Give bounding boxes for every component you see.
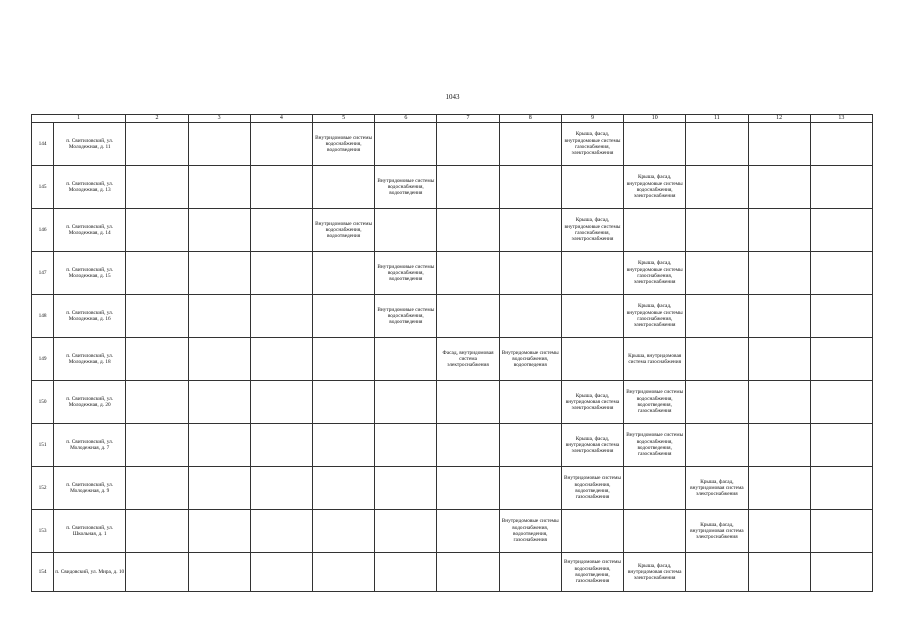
- work-cell-col-6: [375, 467, 437, 510]
- column-header: 10: [624, 115, 686, 123]
- address-cell: п. Свитиловский, ул. Молодежная, д. 11: [54, 123, 126, 166]
- work-cell-col-11: [686, 123, 748, 166]
- work-cell-col-10: [624, 123, 686, 166]
- work-cell-col-4: [250, 510, 312, 553]
- work-cell-col-12: [748, 553, 810, 592]
- table-row: [32, 467, 873, 510]
- work-cell-col-11: [686, 338, 748, 381]
- work-cell-col-6: Внутридомовые системы водоснабжения, водоотведения: [375, 252, 437, 295]
- table-body: [32, 123, 873, 592]
- work-cell-col-5: [312, 338, 374, 381]
- work-cell-col-5: [312, 424, 374, 467]
- table-row: [32, 338, 873, 381]
- table-row: [32, 252, 873, 295]
- work-cell-col-5: [312, 295, 374, 338]
- column-header: 12: [748, 115, 810, 123]
- table-row: [32, 510, 873, 553]
- address-cell: п. Свитиловский, ул. Молодежная, д. 14: [54, 209, 126, 252]
- work-cell-col-13: [810, 553, 872, 592]
- work-cell-col-11: Крыша, фасад, внутридомовая система электроснабжения: [686, 510, 748, 553]
- work-cell-col-11: [686, 252, 748, 295]
- work-cell-col-5: Внутридомовые системы водоснабжения, водоотведения: [312, 209, 374, 252]
- address-cell: п. Свитиловский, ул. Молодежная, д. 7: [54, 424, 126, 467]
- work-cell-col-9: Внутридомовые системы водоснабжения, водоотведения, газоснабжения: [561, 467, 623, 510]
- column-header: 6: [375, 115, 437, 123]
- work-cell-col-5: [312, 252, 374, 295]
- work-cell-col-5: [312, 510, 374, 553]
- work-cell-col-8: [499, 295, 561, 338]
- work-cell-col-12: [748, 510, 810, 553]
- work-cell-col-4: [250, 553, 312, 592]
- work-cell-col-9: Внутридомовые системы водоснабжения, водоотведения, газоснабжения: [561, 553, 623, 592]
- work-cell-col-12: [748, 338, 810, 381]
- row-number: 148: [32, 295, 54, 338]
- work-cell-col-4: [250, 123, 312, 166]
- work-cell-col-2: [126, 381, 188, 424]
- address-cell: п. Свитиловский, ул. Молодежная, д. 13: [54, 166, 126, 209]
- work-cell-col-2: [126, 166, 188, 209]
- address-cell: п. Свитиловский, ул. Молодежная, д. 18: [54, 338, 126, 381]
- work-cell-col-7: [437, 123, 499, 166]
- work-cell-col-9: [561, 338, 623, 381]
- address-cell: п. Свитиловский, ул. Молодежная, д. 15: [54, 252, 126, 295]
- column-header: 9: [561, 115, 623, 123]
- work-cell-col-4: [250, 252, 312, 295]
- table-row: [32, 209, 873, 252]
- address-cell: п. Свитиловский, ул. Школьная, д. 1: [54, 510, 126, 553]
- work-cell-col-8: [499, 166, 561, 209]
- row-number: 153: [32, 510, 54, 553]
- work-cell-col-8: Внутридомовые системы водоснабжения, водоотведения, газоснабжения: [499, 510, 561, 553]
- page-number: 1043: [445, 93, 460, 101]
- work-cell-col-10: Крыша, фасад, внутридомовая система электроснабжения: [624, 553, 686, 592]
- work-cell-col-11: [686, 166, 748, 209]
- work-cell-col-9: Крыша, фасад, внутридомовая система электроснабжения: [561, 381, 623, 424]
- row-number: 150: [32, 381, 54, 424]
- work-cell-col-2: [126, 338, 188, 381]
- work-cell-col-3: [188, 553, 250, 592]
- work-cell-col-13: [810, 338, 872, 381]
- work-cell-col-11: Крыша, фасад, внутридомовая система электроснабжения: [686, 467, 748, 510]
- work-cell-col-6: [375, 424, 437, 467]
- work-cell-col-9: [561, 252, 623, 295]
- work-cell-col-6: [375, 553, 437, 592]
- work-cell-col-10: Внутридомовые системы водоснабжения, водоотведения, газоснабжения: [624, 424, 686, 467]
- work-cell-col-2: [126, 123, 188, 166]
- work-cell-col-3: [188, 424, 250, 467]
- work-cell-col-13: [810, 166, 872, 209]
- column-header: 7: [437, 115, 499, 123]
- work-cell-col-11: [686, 295, 748, 338]
- work-cell-col-7: [437, 553, 499, 592]
- address-cell: п. Свитиловский, ул. Молодежная, д. 9: [54, 467, 126, 510]
- schedule-table: [31, 114, 873, 592]
- work-cell-col-9: Крыша, фасад, внутридомовые системы газоснабжения, электроснабжения: [561, 209, 623, 252]
- work-cell-col-2: [126, 209, 188, 252]
- work-cell-col-8: [499, 209, 561, 252]
- work-cell-col-8: Внутридомовые системы водоснабжения, водоотведения: [499, 338, 561, 381]
- work-cell-col-2: [126, 252, 188, 295]
- row-number: 144: [32, 123, 54, 166]
- address-cell: п. Свидовский, ул. Мира, д. 10: [54, 553, 126, 592]
- table-row: [32, 295, 873, 338]
- work-cell-col-13: [810, 123, 872, 166]
- work-cell-col-7: [437, 467, 499, 510]
- work-cell-col-5: [312, 467, 374, 510]
- row-number: 154: [32, 553, 54, 592]
- work-cell-col-3: [188, 295, 250, 338]
- work-cell-col-7: [437, 381, 499, 424]
- work-cell-col-5: [312, 166, 374, 209]
- work-cell-col-7: Фасад, внутридомовая система электроснабжения: [437, 338, 499, 381]
- work-cell-col-10: Крыша, фасад, внутридомовые системы водоснабжения, электроснабжения: [624, 166, 686, 209]
- work-cell-col-4: [250, 295, 312, 338]
- address-cell: п. Свитиловский, ул. Молодежная, д. 20: [54, 381, 126, 424]
- work-cell-col-12: [748, 381, 810, 424]
- work-cell-col-2: [126, 295, 188, 338]
- row-number: 151: [32, 424, 54, 467]
- work-cell-col-9: Крыша, фасад, внутридомовая система электроснабжения: [561, 424, 623, 467]
- work-cell-col-10: [624, 510, 686, 553]
- work-cell-col-5: [312, 381, 374, 424]
- work-cell-col-13: [810, 252, 872, 295]
- work-cell-col-9: [561, 510, 623, 553]
- work-cell-col-6: Внутридомовые системы водоснабжения, водоотведения: [375, 295, 437, 338]
- row-number: 152: [32, 467, 54, 510]
- work-cell-col-13: [810, 510, 872, 553]
- work-cell-col-8: [499, 553, 561, 592]
- column-header: 13: [810, 115, 872, 123]
- table-row: [32, 553, 873, 592]
- work-cell-col-12: [748, 166, 810, 209]
- address-cell: п. Свитиловский, ул. Молодежная, д. 16: [54, 295, 126, 338]
- work-cell-col-8: [499, 381, 561, 424]
- row-number: 147: [32, 252, 54, 295]
- work-cell-col-12: [748, 424, 810, 467]
- work-cell-col-2: [126, 424, 188, 467]
- work-cell-col-6: [375, 209, 437, 252]
- row-number: 149: [32, 338, 54, 381]
- work-cell-col-3: [188, 252, 250, 295]
- work-cell-col-6: [375, 123, 437, 166]
- table-row: [32, 381, 873, 424]
- work-cell-col-4: [250, 166, 312, 209]
- work-cell-col-5: [312, 553, 374, 592]
- work-cell-col-4: [250, 381, 312, 424]
- work-cell-col-3: [188, 209, 250, 252]
- work-cell-col-9: [561, 166, 623, 209]
- work-cell-col-8: [499, 252, 561, 295]
- table-row: [32, 166, 873, 209]
- work-cell-col-8: [499, 123, 561, 166]
- work-cell-col-7: [437, 252, 499, 295]
- work-cell-col-7: [437, 209, 499, 252]
- work-cell-col-12: [748, 123, 810, 166]
- work-cell-col-7: [437, 510, 499, 553]
- work-cell-col-6: [375, 381, 437, 424]
- work-cell-col-2: [126, 510, 188, 553]
- work-cell-col-7: [437, 166, 499, 209]
- work-cell-col-4: [250, 209, 312, 252]
- work-cell-col-4: [250, 338, 312, 381]
- work-cell-col-12: [748, 467, 810, 510]
- work-cell-col-2: [126, 467, 188, 510]
- work-cell-col-6: [375, 510, 437, 553]
- work-cell-col-9: [561, 295, 623, 338]
- work-cell-col-6: [375, 338, 437, 381]
- work-cell-col-13: [810, 209, 872, 252]
- work-cell-col-10: Крыша, фасад, внутридомовые системы газоснабжения, электроснабжения: [624, 252, 686, 295]
- work-cell-col-3: [188, 123, 250, 166]
- work-cell-col-11: [686, 209, 748, 252]
- column-number-row: [32, 115, 873, 123]
- work-cell-col-3: [188, 381, 250, 424]
- work-cell-col-11: [686, 553, 748, 592]
- work-cell-col-13: [810, 295, 872, 338]
- work-cell-col-10: Внутридомовые системы водоснабжения, водоотведения, газоснабжения: [624, 381, 686, 424]
- column-header: 8: [499, 115, 561, 123]
- table-row: [32, 424, 873, 467]
- work-cell-col-10: Крыша, внутридомовая система газоснабжения: [624, 338, 686, 381]
- work-cell-col-9: Крыша, фасад, внутридомовые системы газоснабжения, электроснабжения: [561, 123, 623, 166]
- work-cell-col-7: [437, 295, 499, 338]
- work-cell-col-10: [624, 467, 686, 510]
- column-header: 2: [126, 115, 188, 123]
- work-cell-col-4: [250, 424, 312, 467]
- row-number: 146: [32, 209, 54, 252]
- work-cell-col-10: Крыша, фасад, внутридомовые системы газоснабжения, электроснабжения: [624, 295, 686, 338]
- column-header: 3: [188, 115, 250, 123]
- work-cell-col-10: [624, 209, 686, 252]
- work-cell-col-8: [499, 424, 561, 467]
- work-cell-col-8: [499, 467, 561, 510]
- work-cell-col-3: [188, 166, 250, 209]
- work-cell-col-11: [686, 381, 748, 424]
- work-cell-col-3: [188, 510, 250, 553]
- column-header: 4: [250, 115, 312, 123]
- work-cell-col-12: [748, 252, 810, 295]
- work-cell-col-4: [250, 467, 312, 510]
- work-cell-col-12: [748, 209, 810, 252]
- work-cell-col-2: [126, 553, 188, 592]
- work-cell-col-3: [188, 338, 250, 381]
- work-cell-col-11: [686, 424, 748, 467]
- row-number: 145: [32, 166, 54, 209]
- work-cell-col-3: [188, 467, 250, 510]
- work-cell-col-7: [437, 424, 499, 467]
- work-cell-col-5: Внутридомовые системы водоснабжения, водоотведения: [312, 123, 374, 166]
- column-header: 11: [686, 115, 748, 123]
- work-cell-col-13: [810, 467, 872, 510]
- work-cell-col-12: [748, 295, 810, 338]
- column-header: 5: [312, 115, 374, 123]
- table-row: [32, 123, 873, 166]
- work-cell-col-6: Внутридомовые системы водоснабжения, водоотведения: [375, 166, 437, 209]
- work-cell-col-13: [810, 424, 872, 467]
- column-header: 1: [32, 115, 126, 123]
- work-cell-col-13: [810, 381, 872, 424]
